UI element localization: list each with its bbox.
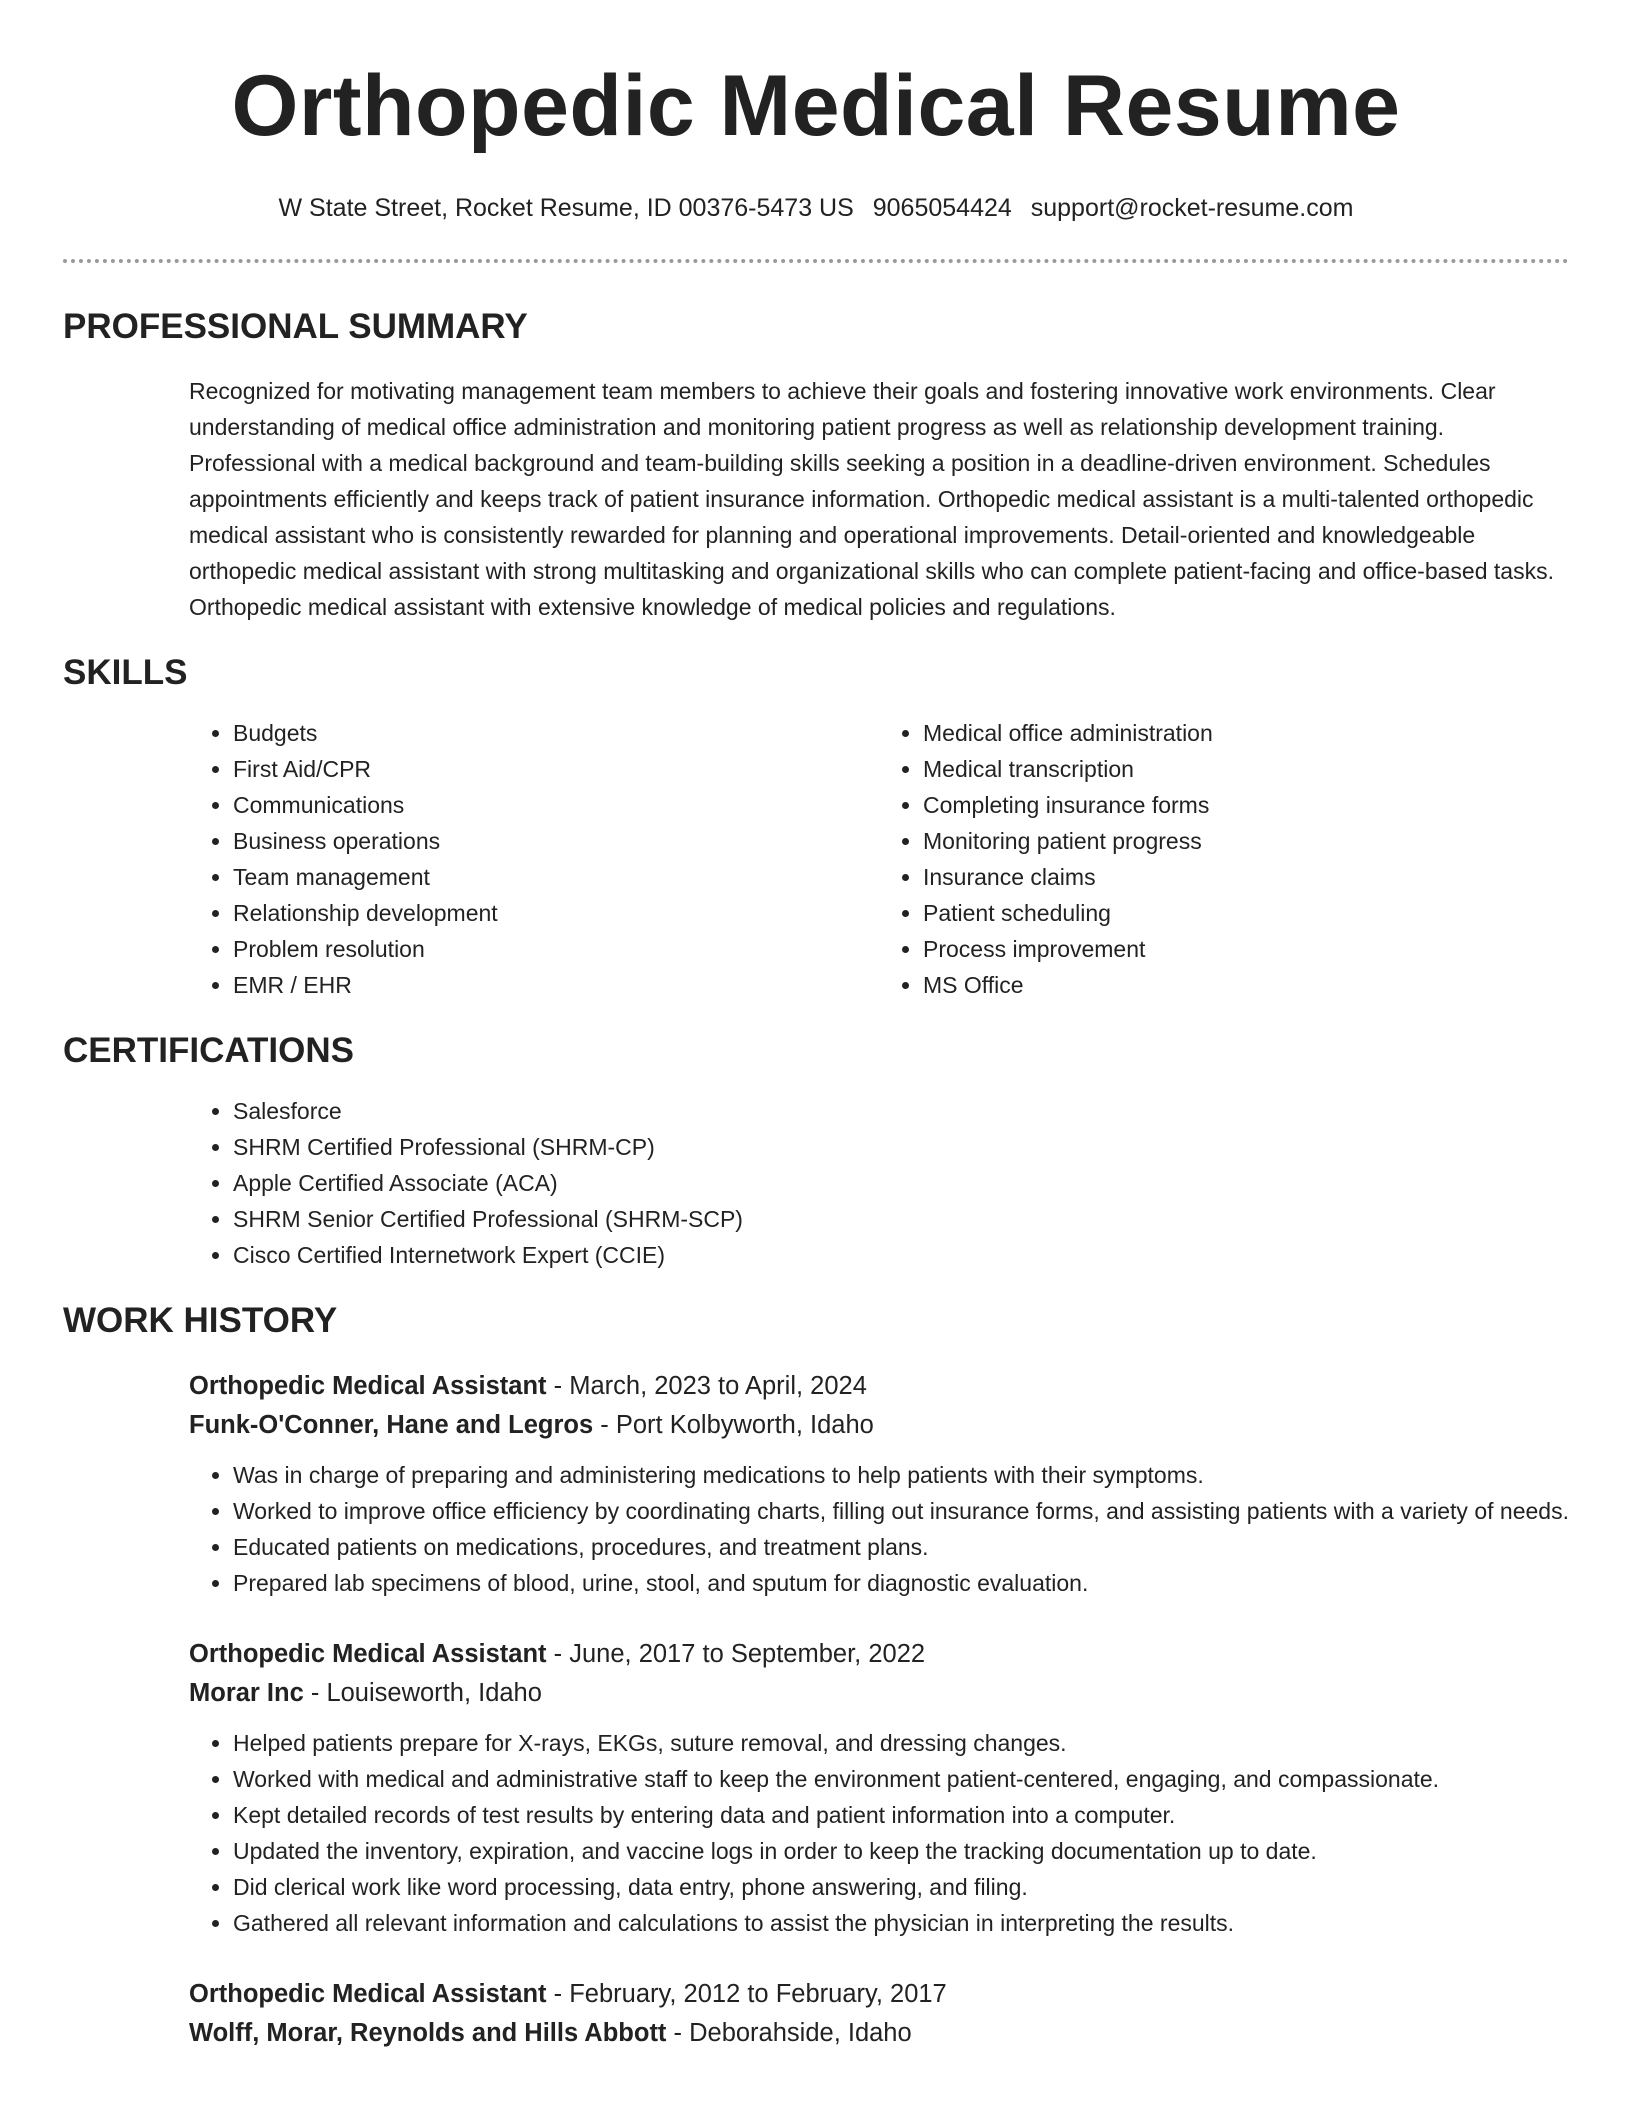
certification-item: • Cisco Certified Internetwork Expert (CCIE) (233, 1237, 1569, 1273)
skill-item: • First Aid/CPR (233, 751, 879, 787)
skill-item: • Relationship development (233, 895, 879, 931)
skill-item: • Monitoring patient progress (923, 823, 1569, 859)
resume-title: Orthopedic Medical Resume (231, 58, 1401, 154)
job-bullets (189, 1457, 1569, 1601)
job-role: Orthopedic Medical Assistant (189, 1372, 547, 1400)
job-location: - Louiseworth, Idaho (303, 1679, 542, 1707)
job-bullets (189, 1725, 1569, 1941)
certification-item: • SHRM Certified Professional (SHRM-CP) (233, 1129, 1569, 1165)
job-bullet: • Updated the inventory, expiration, and vaccine logs in order to keep the tracking documentation up to date. (233, 1833, 1569, 1869)
skill-item: • Business operations (233, 823, 879, 859)
skill-item: • Patient scheduling (923, 895, 1569, 931)
work-history-heading: WORK HISTORY (63, 1301, 338, 1340)
job-location: - Deborahside, Idaho (666, 2019, 912, 2047)
job-bullet: • Was in charge of preparing and administering medications to help patients with their symptoms. (233, 1457, 1569, 1493)
job-role-line (189, 1975, 1569, 2014)
skill-item: • Problem resolution (233, 931, 879, 967)
job-role: Orthopedic Medical Assistant (189, 1980, 547, 2008)
skills-heading: SKILLS (63, 653, 188, 692)
job-bullet: • Gathered all relevant information and calculations to assist the physician in interpreting the results. (233, 1905, 1569, 1941)
certifications-list (0, 1093, 1632, 1273)
job-bullet: • Kept detailed records of test results by entering data and patient information into a computer. (233, 1797, 1569, 1833)
job-location: - Port Kolbyworth, Idaho (593, 1411, 874, 1439)
certification-item: • SHRM Senior Certified Professional (SHRM-SCP) (233, 1201, 1569, 1237)
job-bullet: • Helped patients prepare for X-rays, EKGs, suture removal, and dressing changes. (233, 1725, 1569, 1761)
job-bullet: • Worked with medical and administrative staff to keep the environment patient-centered, engaging, and compassionate. (233, 1761, 1569, 1797)
job-company: Morar Inc (189, 1679, 304, 1707)
skill-item: • Completing insurance forms (923, 787, 1569, 823)
job-dates: - March, 2023 to April, 2024 (546, 1372, 867, 1400)
job-company: Wolff, Morar, Reynolds and Hills Abbott (189, 2019, 667, 2047)
job-bullet: • Educated patients on medications, procedures, and treatment plans. (233, 1529, 1569, 1565)
certifications-heading: CERTIFICATIONS (63, 1031, 355, 1070)
skill-item: • Process improvement (923, 931, 1569, 967)
skill-item: • Budgets (233, 715, 879, 751)
job-bullet: • Worked to improve office efficiency by coordinating charts, filling out insurance forms, and assisting patients with a variety of needs. (233, 1493, 1569, 1529)
job-bullet: • Prepared lab specimens of blood, urine, stool, and sputum for diagnostic evaluation. (233, 1565, 1569, 1601)
job-company-line (189, 1674, 1569, 1713)
certifications-items (189, 1093, 1569, 1273)
summary-text: Recognized for motivating management team members to achieve their goals and fostering innovative work environments. Clear understanding of medical office administration and monitoring patient progress as well as relationship development training. Professional with a medical background and team-building skills seeking a position in a deadline-driven environment. Schedules appointments efficiently and keeps track of patient insurance information. Orthopedic medical assistant is a multi-talented orthopedic medical assistant who is consistently rewarded for planning and operational improvements. Detail-oriented and knowledgeable orthopedic medical assistant with strong multitasking and organizational skills who can complete patient-facing and office-based tasks. Orthopedic medical assistant with extensive knowledge of medical policies and regulations. (189, 378, 1554, 620)
summary-heading: PROFESSIONAL SUMMARY (63, 307, 528, 346)
skill-item: • Team management (233, 859, 879, 895)
job-role-line (189, 1635, 1569, 1674)
job-role-line (189, 1367, 1569, 1406)
skills-column-right (879, 715, 1569, 1003)
skills-column-left (189, 715, 879, 1003)
certification-item: • Salesforce (233, 1093, 1569, 1129)
skill-item: • EMR / EHR (233, 967, 879, 1003)
skill-item: • MS Office (923, 967, 1569, 1003)
certification-item: • Apple Certified Associate (ACA) (233, 1165, 1569, 1201)
job-bullet: • Did clerical work like word processing, data entry, phone answering, and filing. (233, 1869, 1569, 1905)
header-divider (63, 259, 1569, 263)
job-company-line (189, 2014, 1569, 2053)
address: W State Street, Rocket Resume, ID 00376-5473 US (278, 194, 854, 222)
phone: 9065054424 (872, 194, 1012, 222)
skill-item: • Communications (233, 787, 879, 823)
job-entry (189, 1367, 1569, 1601)
job-dates: - February, 2012 to February, 2017 (546, 1980, 947, 2008)
skill-item: • Insurance claims (923, 859, 1569, 895)
skills-list (0, 715, 1632, 1003)
contact-line (0, 194, 1632, 223)
job-role: Orthopedic Medical Assistant (189, 1640, 547, 1668)
job-company: Funk-O'Conner, Hane and Legros (189, 1411, 594, 1439)
work-history (0, 1367, 1632, 2053)
skill-item: • Medical office administration (923, 715, 1569, 751)
job-dates: - June, 2017 to September, 2022 (546, 1640, 926, 1668)
email: support@rocket-resume.com (1030, 194, 1354, 222)
job-entry (189, 1635, 1569, 1941)
job-company-line (189, 1406, 1569, 1445)
skill-item: • Medical transcription (923, 751, 1569, 787)
job-entry (189, 1975, 1569, 2053)
